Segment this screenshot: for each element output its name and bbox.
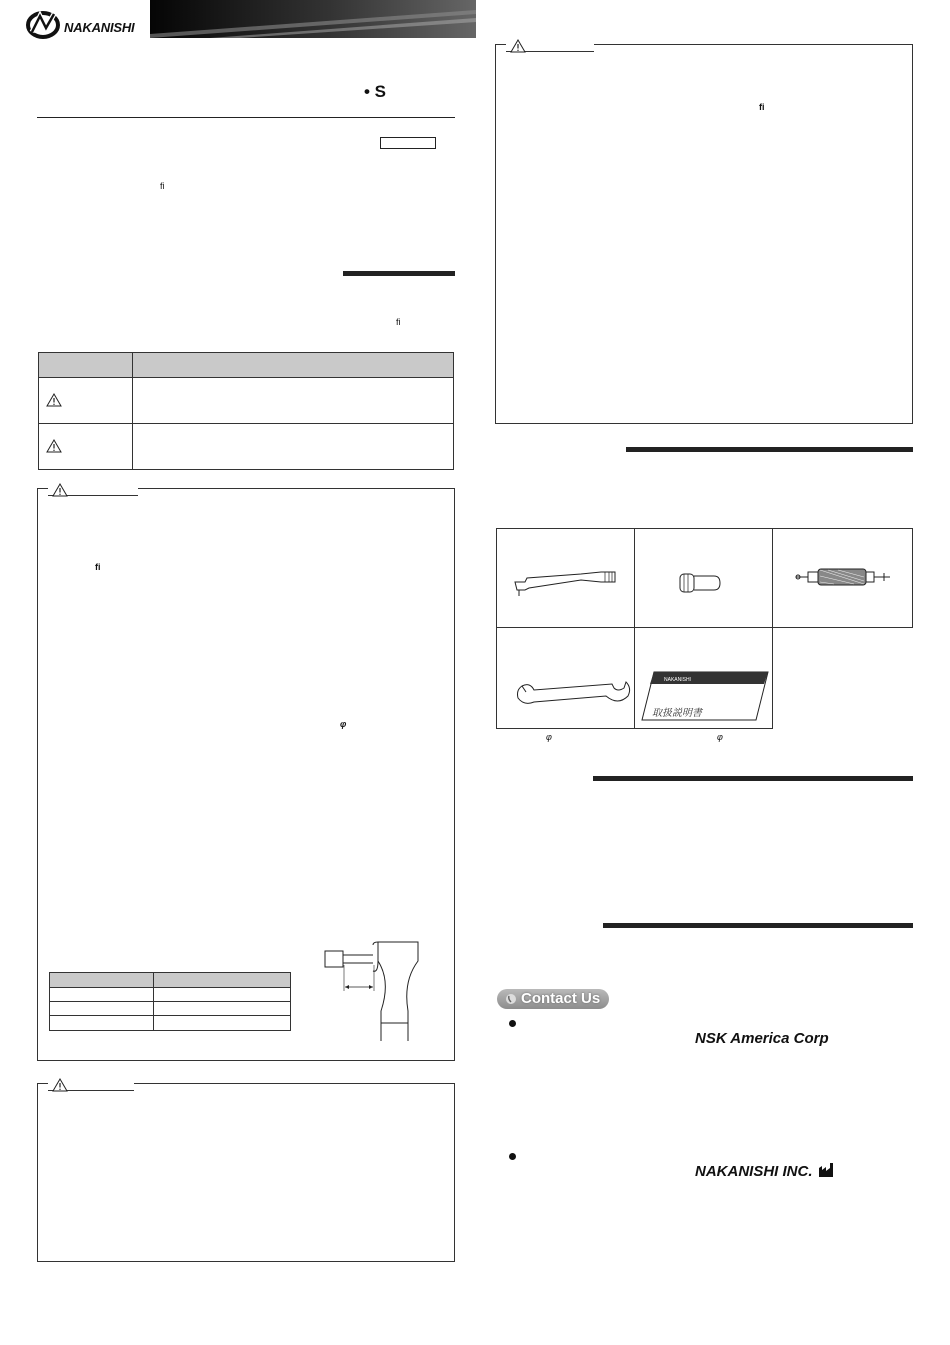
knurled-tool-icon — [794, 564, 894, 594]
ligature-fi: fi — [95, 562, 101, 572]
manufacturer-icon — [818, 1162, 834, 1178]
phone-icon — [505, 993, 517, 1005]
spec-table-header — [50, 973, 290, 988]
section-rule-3 — [593, 776, 913, 781]
handpiece-icon — [511, 568, 621, 608]
section-rule-4 — [603, 923, 913, 928]
symbol-table-divider — [132, 353, 133, 469]
symbol-table — [38, 352, 454, 470]
diameter-symbol: φ — [546, 732, 552, 742]
header-banner — [150, 0, 476, 38]
caution-icon — [52, 1078, 68, 1092]
nakanishi-logo-icon — [26, 10, 62, 40]
spanner-icon — [514, 676, 634, 716]
bullet-icon — [509, 1020, 516, 1027]
head-dimension-drawing — [323, 941, 433, 1041]
company-nakanishi: NAKANISHI INC. — [695, 1163, 813, 1180]
section-rule-1 — [343, 271, 455, 276]
warning-icon — [510, 39, 526, 53]
bullet-icon — [509, 1153, 516, 1160]
accessories-grid — [496, 528, 913, 730]
contact-us-badge — [497, 989, 609, 1009]
company-nsk-america: NSK America Corp — [695, 1030, 829, 1047]
diameter-symbol: φ — [340, 719, 347, 729]
edition-box — [380, 137, 436, 149]
warning-icon — [46, 393, 62, 407]
warning-box — [37, 488, 455, 1061]
caution-icon — [46, 439, 62, 453]
spec-table — [49, 972, 291, 1031]
contact-us-label: Contact Us — [521, 990, 601, 1007]
caution-box — [37, 1083, 455, 1262]
brand-name: NAKANISHI — [64, 20, 135, 35]
brand-logo — [26, 10, 156, 40]
model-mark: • S — [364, 82, 387, 101]
symbol-table-row-sep — [39, 423, 453, 424]
ligature-fi: fi — [396, 317, 401, 327]
collet-icon — [676, 568, 726, 598]
spec-table-row — [50, 1015, 290, 1016]
title-rule — [37, 117, 455, 118]
svg-text:NAKANISHI: NAKANISHI — [664, 677, 691, 683]
ligature-fi: fi — [160, 181, 165, 191]
warning-icon — [52, 483, 68, 497]
spec-table-row — [50, 1001, 290, 1002]
ligature-fi: fi — [759, 102, 765, 112]
symbol-table-header — [39, 353, 453, 378]
warning-box-right — [495, 44, 913, 424]
section-rule-2 — [626, 447, 913, 452]
manual-title: 取扱説明書 — [652, 708, 702, 719]
diameter-symbol: φ — [717, 732, 723, 742]
